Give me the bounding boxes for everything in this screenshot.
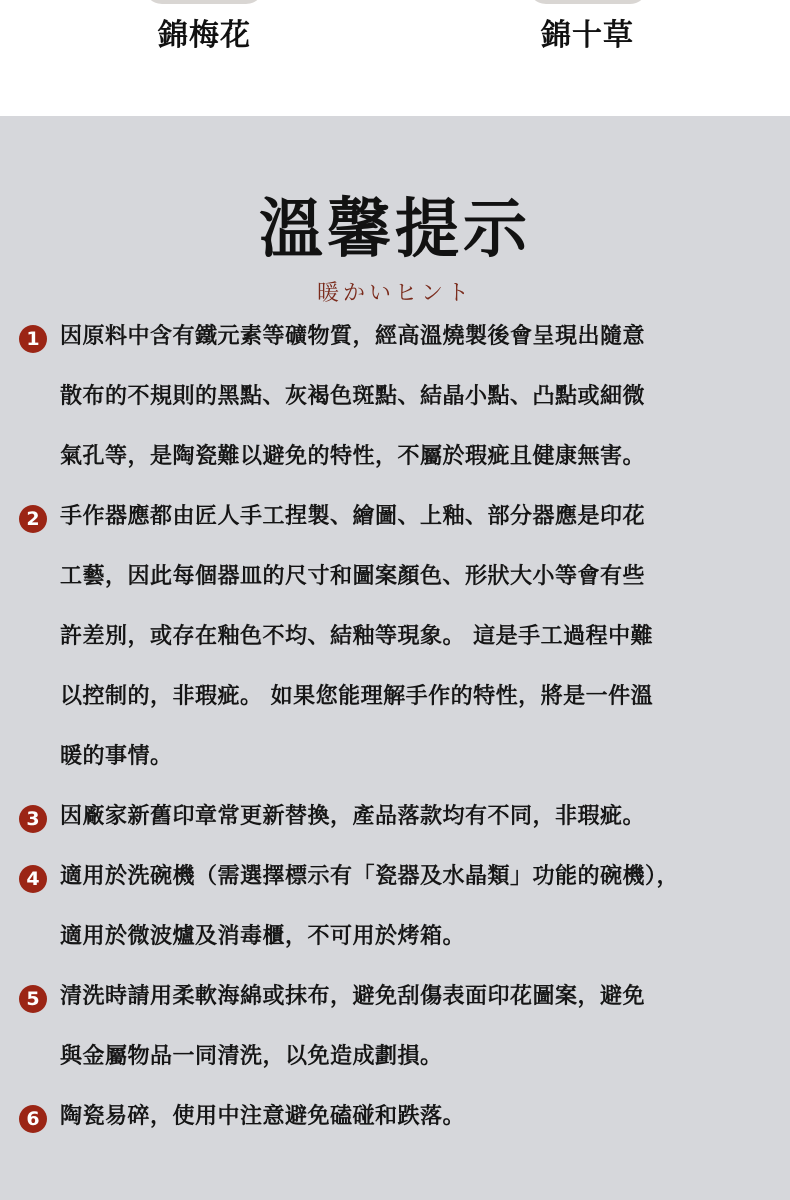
notice-line: 工藝，因此每個器皿的尺寸和圖案顏色、形狀大小等會有些 (60, 564, 646, 589)
notice-line: 許差別，或存在釉色不均、結釉等現象。 這是手工過程中難 (60, 624, 654, 649)
product-image-edge (528, 0, 648, 4)
notice-line: 暖的事情。 (60, 744, 173, 769)
product-name: 錦梅花 (158, 18, 251, 53)
item-number-badge: 2 (19, 505, 47, 533)
notice-panel (0, 116, 790, 1200)
notice-line: 手作器應都由匠人手工捏製、繪圖、上釉、部分器應是印花 (60, 504, 646, 529)
notice-line: 與金屬物品一同清洗，以免造成劃損。 (60, 1044, 443, 1069)
notice-subtitle: 暖かいヒント (316, 281, 473, 306)
notice-line: 因原料中含有鐵元素等礦物質，經高溫燒製後會呈現出隨意 (60, 324, 646, 349)
item-number-badge: 5 (19, 985, 47, 1013)
notice-line: 清洗時請用柔軟海綿或抹布，避免刮傷表面印花圖案，避免 (60, 984, 646, 1009)
item-number-badge: 4 (19, 865, 47, 893)
notice-line: 適用於洗碗機（需選擇標示有「瓷器及水晶類」功能的碗機）， (60, 864, 680, 889)
item-number-badge: 1 (19, 325, 47, 353)
notice-line: 適用於微波爐及消毒櫃，不可用於烤箱。 (60, 924, 466, 949)
notice-line: 散布的不規則的黑點、灰褐色斑點、結晶小點、凸點或細微 (60, 384, 646, 409)
product-image-edge (144, 0, 264, 4)
notice-line: 因廠家新舊印章常更新替換，產品落款均有不同，非瑕疵。 (60, 804, 646, 829)
item-number-badge: 6 (19, 1105, 47, 1133)
product-labels-strip (0, 0, 790, 116)
notice-line: 以控制的，非瑕疵。 如果您能理解手作的特性，將是一件溫 (60, 684, 654, 709)
notice-line: 陶瓷易碎，使用中注意避免磕碰和跌落。 (60, 1104, 466, 1129)
product-name: 錦十草 (541, 18, 634, 53)
notice-title: 溫馨提示 (259, 193, 531, 267)
notice-line: 氣孔等，是陶瓷難以避免的特性，不屬於瑕疵且健康無害。 (60, 444, 646, 469)
item-number-badge: 3 (19, 805, 47, 833)
